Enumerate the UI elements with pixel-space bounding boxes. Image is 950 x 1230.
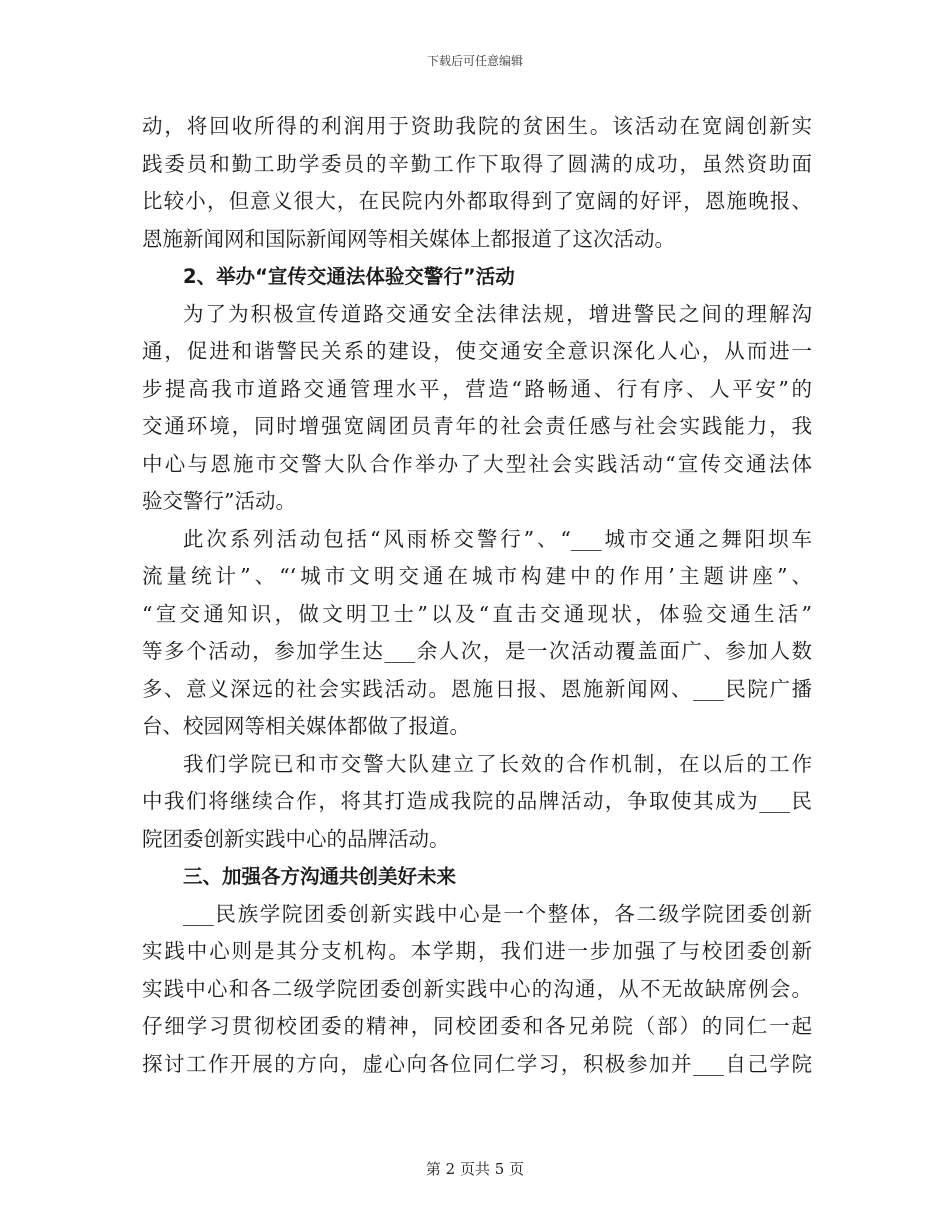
text-line: 台、校园网等相关媒体都做了报道。	[142, 714, 470, 738]
text-line: 比较小，但意义很大，在民院内外都取得到了宽阔的好评，恩施晚报、	[142, 189, 812, 213]
text-line: 探讨工作开展的方向，虚心向各位同仁学习，积极参加并___自己学院	[142, 1051, 812, 1076]
document-body	[142, 108, 812, 1083]
text-line: 中我们将继续合作，将其打造成我院的品牌活动，争取使其成为___民	[142, 789, 812, 813]
page-header: 下载后可任意编辑	[426, 54, 523, 68]
text-line: 为了为积极宣传道路交通安全法律法规，增进警民之间的理解沟	[183, 301, 812, 326]
text-line: 实践中心和各二级学院团委创新实践中心的沟通，从不无故缺席例会。	[142, 976, 812, 1001]
text-line: 多、意义深远的社会实践活动。恩施日报、恩施新闻网、___民院广播	[142, 676, 812, 701]
text-line: 院团委创新实践中心的品牌活动。	[142, 826, 450, 851]
text-line: “宣交通知识，做文明卫士”以及“直击交通现状，体验交通生活”	[142, 601, 812, 626]
text-line: 实践中心则是其分支机构。本学期，我们进一步加强了与校团委创新	[142, 939, 812, 963]
text-line: 通，促进和谐警民关系的建设，使交通安全意识深化人心，从而进一	[142, 339, 812, 363]
section-heading: 三、加强各方沟通共创美好未来	[183, 865, 457, 888]
text-line: 践委员和勤工助学委员的辛勤工作下取得了圆满的成功，虽然资助面	[142, 151, 812, 176]
text-line: 我们学院已和市交警大队建立了长效的合作机制，在以后的工作	[183, 751, 812, 776]
text-line: 等多个活动，参加学生达___余人次，是一次活动覆盖面广、参加人数	[142, 639, 812, 663]
text-line: 仔细学习贯彻校团委的精神，同校团委和各兄弟院（部）的同仁一起	[142, 1014, 812, 1038]
text-line: 中心与恩施市交警大队合作举办了大型社会实践活动“宣传交通法体	[142, 451, 812, 476]
text-line: 验交警行”活动。	[142, 489, 296, 513]
page-footer: 第 2 页共 5 页	[425, 1160, 525, 1178]
text-line: ___民族学院团委创新实践中心是一个整体，各二级学院团委创新	[183, 901, 812, 926]
section-heading: 2、举办“宣传交通法体验交警行”活动	[183, 265, 515, 288]
text-line: 交通环境，同时增强宽阔团员青年的社会责任感与社会实践能力，我	[142, 414, 812, 438]
text-line: 流量统计”、“‘城市文明交通在城市构建中的作用’主题讲座”、	[142, 564, 812, 588]
text-line: 恩施新闻网和国际新闻网等相关媒体上都报道了这次活动。	[142, 226, 675, 251]
text-line: 此次系列活动包括“风雨桥交警行”、“___城市交通之舞阳坝车	[183, 526, 812, 551]
text-line: 动，将回收所得的利润用于资助我院的贫困生。该活动在宽阔创新实	[142, 114, 812, 138]
text-line: 步提高我市道路交通管理水平，营造“路畅通、行有序、人平安”的	[142, 376, 812, 401]
